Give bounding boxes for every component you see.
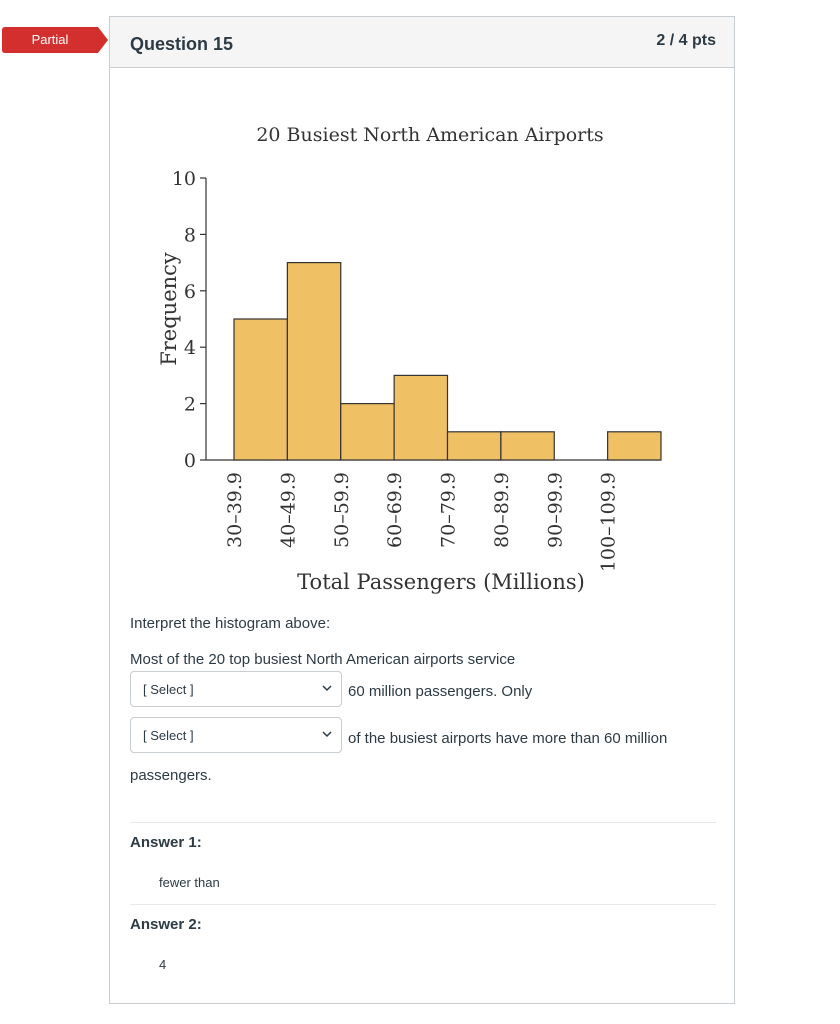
answer2-select-value: [ Select ] <box>143 728 194 743</box>
histogram-bar <box>341 404 394 460</box>
x-tick-label: 30–39.9 <box>224 472 246 548</box>
answer1-value: fewer than <box>159 875 220 890</box>
divider <box>130 822 716 823</box>
x-tick-label: 80–89.9 <box>490 472 513 548</box>
status-badge <box>2 27 108 53</box>
x-tick-label: 50–59.9 <box>330 472 353 548</box>
x-tick-label: 60–69.9 <box>384 472 407 548</box>
question-card <box>109 16 735 1004</box>
question-title: Question 15 <box>130 34 234 54</box>
answer2-select[interactable] <box>130 717 342 753</box>
histogram-chart <box>130 117 730 617</box>
prompt-line1: Most of the 20 top busiest North American airports service <box>130 651 516 668</box>
status-badge-label: Partial <box>31 32 69 47</box>
chart-x-ticks <box>224 472 620 572</box>
answer1-select-value: [ Select ] <box>143 682 194 697</box>
y-tick-label: 10 <box>171 168 196 190</box>
x-tick-label: 90–99.9 <box>544 472 567 548</box>
question-points: 2 / 4 pts <box>656 32 716 49</box>
y-tick-label: 0 <box>183 450 196 472</box>
chart-bars <box>234 263 661 460</box>
prompt-intro: Interpret the histogram above: <box>130 615 331 632</box>
answer2-label: Answer 2: <box>130 916 202 933</box>
x-tick-label: 100–109.9 <box>597 472 620 573</box>
prompt-tail: passengers. <box>130 767 212 784</box>
histogram-bar <box>501 432 554 460</box>
histogram-bar <box>448 432 501 460</box>
chevron-down-icon <box>321 728 333 740</box>
histogram-bar <box>608 432 661 460</box>
y-tick-label: 8 <box>183 224 196 247</box>
answer1-label: Answer 1: <box>130 834 202 851</box>
histogram-bar <box>287 263 340 460</box>
chart-title: 20 Busiest North American Airports <box>256 124 604 146</box>
x-tick-label: 40–49.9 <box>277 472 300 548</box>
y-tick-label: 6 <box>183 280 196 303</box>
histogram-svg <box>130 117 730 617</box>
y-tick-label: 2 <box>183 393 196 416</box>
chart-ylabel: Frequency <box>157 252 181 366</box>
y-tick-label: 4 <box>183 337 196 360</box>
histogram-bar <box>234 319 287 460</box>
prompt-after-select2: of the busiest airports have more than 60 million <box>348 730 668 747</box>
chart-xlabel: Total Passengers (Millions) <box>297 570 585 594</box>
x-tick-label: 70–79.9 <box>437 472 460 548</box>
answer2-value: 4 <box>159 957 167 972</box>
question-header <box>110 17 734 68</box>
chevron-down-icon <box>321 682 333 694</box>
divider <box>130 904 716 905</box>
answer1-select[interactable] <box>130 671 342 707</box>
prompt-after-select1: 60 million passengers. Only <box>348 683 533 700</box>
histogram-bar <box>394 375 447 460</box>
